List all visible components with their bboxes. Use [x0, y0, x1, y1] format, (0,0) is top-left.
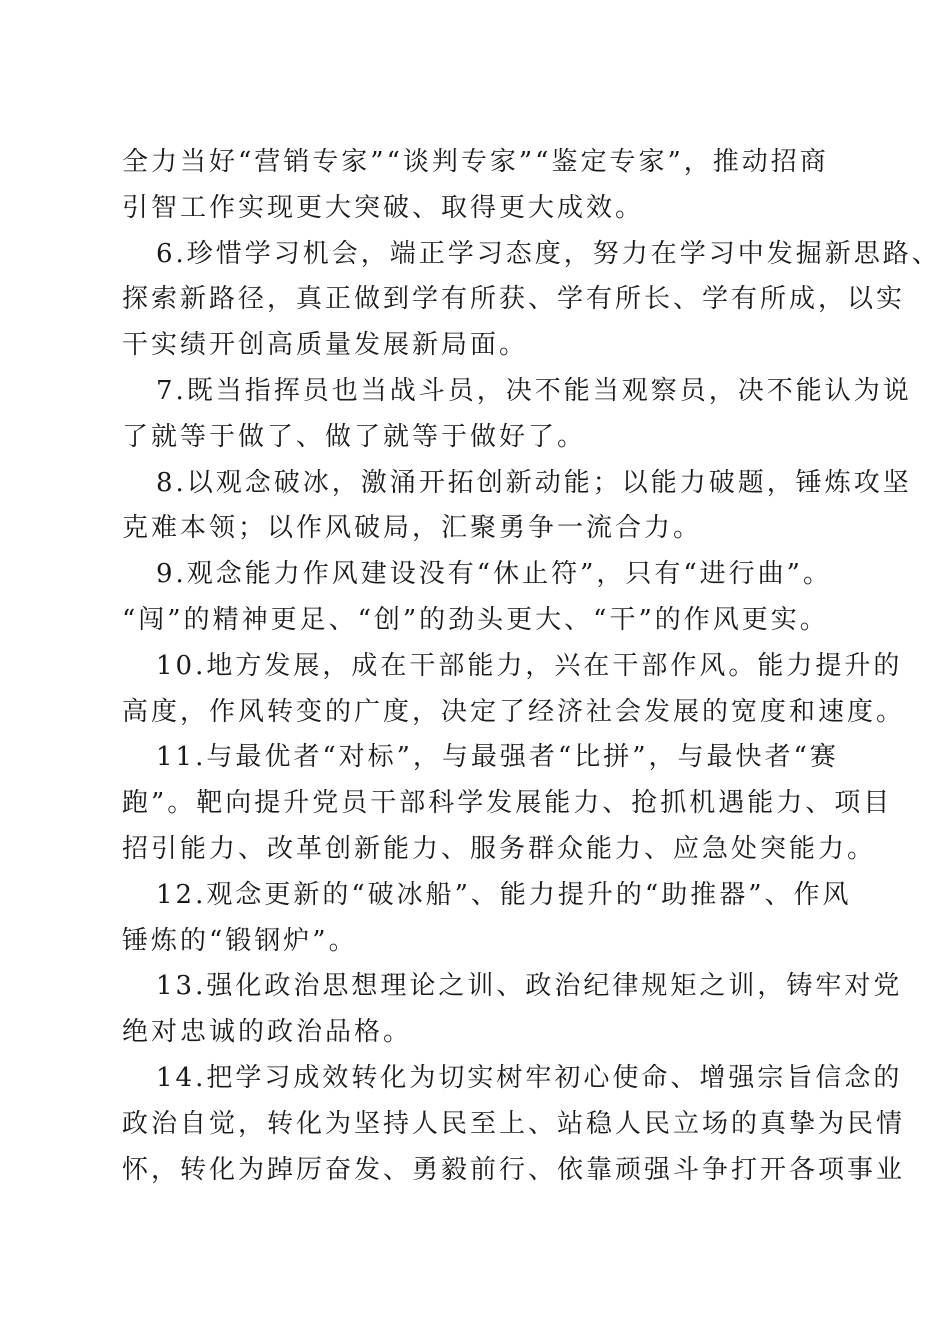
- text-line: 了就等于做了、做了就等于做好了。: [122, 421, 587, 452]
- text-line: 探索新路径，真正做到学有所获、学有所长、学有所成，以实: [122, 284, 906, 315]
- text-line: 14.把学习成效转化为切实树牢初心使命、增强宗旨信念的: [156, 1062, 903, 1093]
- text-line: 9.观念能力作风建设没有“休止符”，只有“进行曲”。: [156, 559, 832, 590]
- document-body: [122, 140, 941, 1193]
- text-line: 怀，转化为踔厉奋发、勇毅前行、依靠顽强斗争打开各项事业: [122, 1154, 906, 1185]
- text-line: 7.既当指挥员也当战斗员，决不能当观察员，决不能认为说: [156, 375, 912, 406]
- text-line: 6.珍惜学习机会，端正学习态度，努力在学习中发掘新思路、: [156, 238, 941, 269]
- text-line: 跑”。靶向提升党员干部科学发展能力、抢抓机遇能力、项目: [122, 788, 893, 819]
- text-line: 11.与最优者“对标”，与最强者“比拼”，与最快者“赛: [156, 742, 839, 773]
- text-line: “闯”的精神更足、“创”的劲头更大、“干”的作风更实。: [122, 604, 829, 635]
- text-line: 政治自觉，转化为坚持人民至上、站稳人民立场的真挚为民情: [122, 1108, 906, 1139]
- text-line: 12.观念更新的“破冰船”、能力提升的“助推器”、作风: [156, 879, 852, 910]
- text-line: 引智工作实现更大突破、取得更大成效。: [122, 192, 645, 223]
- text-line: 招引能力、改革创新能力、服务群众能力、应急处突能力。: [122, 833, 877, 864]
- text-line: 13.强化政治思想理论之训、政治纪律规矩之训，铸牢对党: [156, 971, 903, 1002]
- text-line: 干实绩开创高质量发展新局面。: [122, 330, 529, 361]
- text-line: 全力当好“营销专家”“谈判专家”“鉴定专家”，推动招商: [122, 147, 829, 177]
- text-line: 高度，作风转变的广度，决定了经济社会发展的宽度和速度。: [122, 696, 906, 727]
- text-line: 8.以观念破冰，激涌开拓创新动能；以能力破题，锤炼攻坚: [156, 467, 912, 498]
- text-line: 锤炼的“锻钢炉”。: [122, 925, 358, 956]
- text-line: 绝对忠诚的政治品格。: [122, 1017, 413, 1048]
- text-line: 克难本领；以作风破局，汇聚勇争一流合力。: [122, 513, 703, 544]
- text-line: 10.地方发展，成在干部能力，兴在干部作风。能力提升的: [156, 650, 903, 681]
